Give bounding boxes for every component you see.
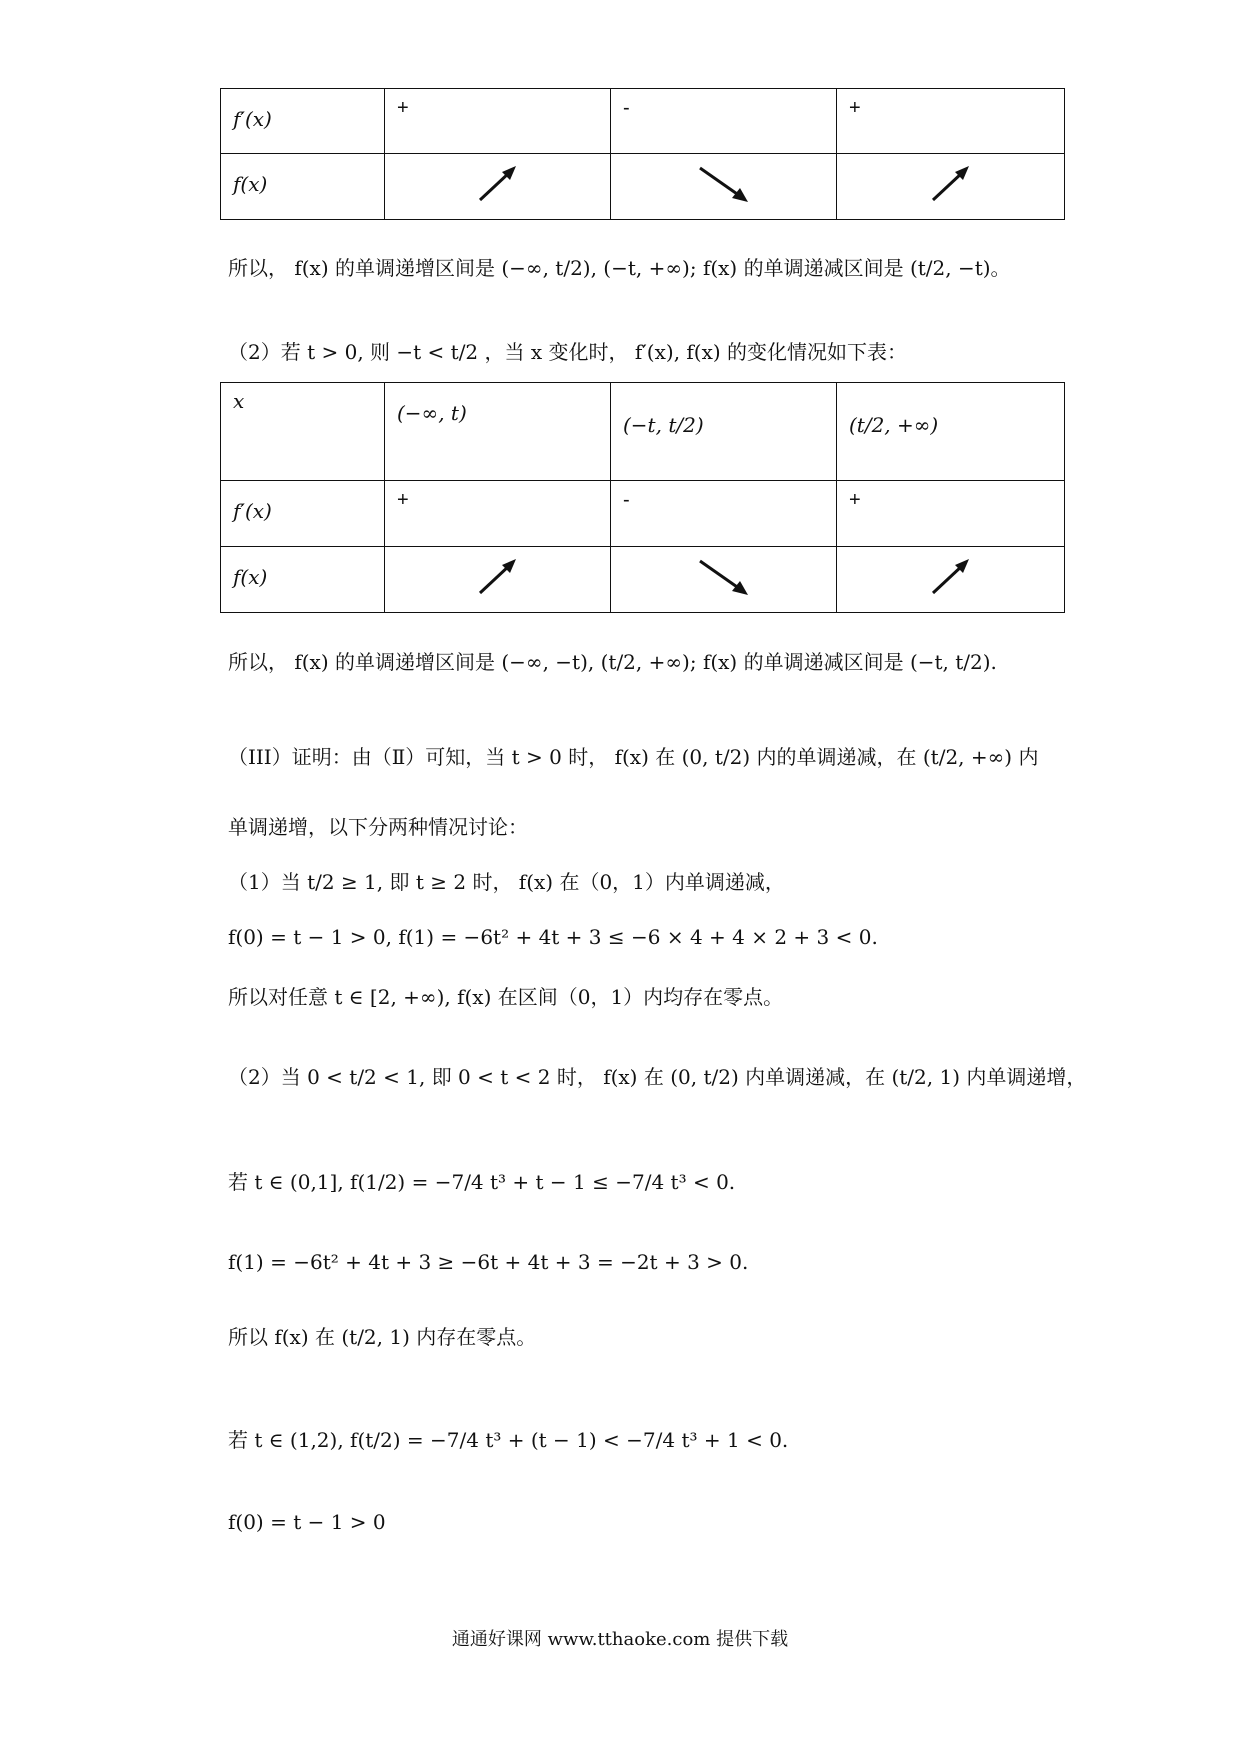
math-line: 若 t ∈ (1,2), f(t/2) = −7/4 t³ + (t − 1) < −7/4 t³ + 1 < 0.	[228, 1428, 789, 1452]
increasing-arrow-cell	[837, 154, 1065, 220]
text-line: 所以对任意 t ∈ [2, +∞), f(x) 在区间（0，1）内均存在零点。	[228, 985, 784, 1009]
decreasing-arrow-cell	[611, 154, 837, 220]
table-row	[221, 154, 1065, 220]
row-label: f′(x)	[221, 89, 385, 154]
table-cell: +	[837, 481, 1065, 547]
text-line: 单调递增，以下分两种情况讨论：	[228, 815, 528, 839]
up-arrow-icon	[476, 557, 520, 597]
text-line: （2）若 t > 0, 则 −t < t/2 ，当 x 变化时， f′(x), f(x) 的变化情况如下表：	[228, 340, 908, 364]
increasing-arrow-cell	[385, 547, 611, 613]
decreasing-arrow-cell	[611, 547, 837, 613]
table-cell: -	[611, 481, 837, 547]
table-cell: -	[611, 89, 837, 154]
math-line: f(0) = t − 1 > 0, f(1) = −6t² + 4t + 3 ≤ −6 × 4 + 4 × 2 + 3 < 0.	[228, 925, 878, 949]
table-header-row	[221, 383, 1065, 481]
header-cell: x	[221, 383, 385, 481]
variation-table-2	[220, 382, 1065, 613]
header-cell: (−t, t/2)	[611, 383, 837, 481]
text-line: （1）当 t/2 ≥ 1, 即 t ≥ 2 时， f(x) 在（0，1）内单调递减，	[228, 870, 785, 894]
increasing-arrow-cell	[837, 547, 1065, 613]
table-cell: +	[837, 89, 1065, 154]
increasing-arrow-cell	[385, 154, 611, 220]
text-line: 所以， f(x) 的单调递增区间是 (−∞, −t), (t/2, +∞); f(x) 的单调递减区间是 (−t, t/2).	[228, 650, 997, 674]
table-cell: +	[385, 481, 611, 547]
header-cell: (−∞, t)	[385, 383, 611, 481]
text-line: 所以， f(x) 的单调递增区间是 (−∞, t/2), (−t, +∞); f(x) 的单调递减区间是 (t/2, −t)。	[228, 256, 1011, 280]
table-row	[221, 547, 1065, 613]
table-cell: +	[385, 89, 611, 154]
row-label: f(x)	[221, 154, 385, 220]
down-arrow-icon	[696, 557, 752, 597]
math-line: f(1) = −6t² + 4t + 3 ≥ −6t + 4t + 3 = −2t + 3 > 0.	[228, 1250, 749, 1274]
down-arrow-icon	[696, 164, 752, 204]
text-line: （2）当 0 < t/2 < 1, 即 0 < t < 2 时， f(x) 在 (0, t/2) 内单调递减，在 (t/2, 1) 内单调递增，	[228, 1065, 1087, 1089]
page-footer: 通通好课网 www.tthaoke.com 提供下载	[451, 1629, 789, 1650]
math-line: f(0) = t − 1 > 0	[228, 1510, 386, 1534]
up-arrow-icon	[476, 164, 520, 204]
row-label: f(x)	[221, 547, 385, 613]
table-row	[221, 481, 1065, 547]
variation-table-1	[220, 88, 1065, 220]
up-arrow-icon	[929, 557, 973, 597]
text-line: 所以 f(x) 在 (t/2, 1) 内存在零点。	[228, 1325, 537, 1349]
table-row	[221, 89, 1065, 154]
text-line: （III）证明：由（Ⅱ）可知，当 t > 0 时， f(x) 在 (0, t/2) 内的单调递减，在 (t/2, +∞) 内	[228, 745, 1039, 769]
math-line: 若 t ∈ (0,1], f(1/2) = −7/4 t³ + t − 1 ≤ −7/4 t³ < 0.	[228, 1170, 736, 1194]
header-cell: (t/2, +∞)	[837, 383, 1065, 481]
up-arrow-icon	[929, 164, 973, 204]
row-label: f′(x)	[221, 481, 385, 547]
